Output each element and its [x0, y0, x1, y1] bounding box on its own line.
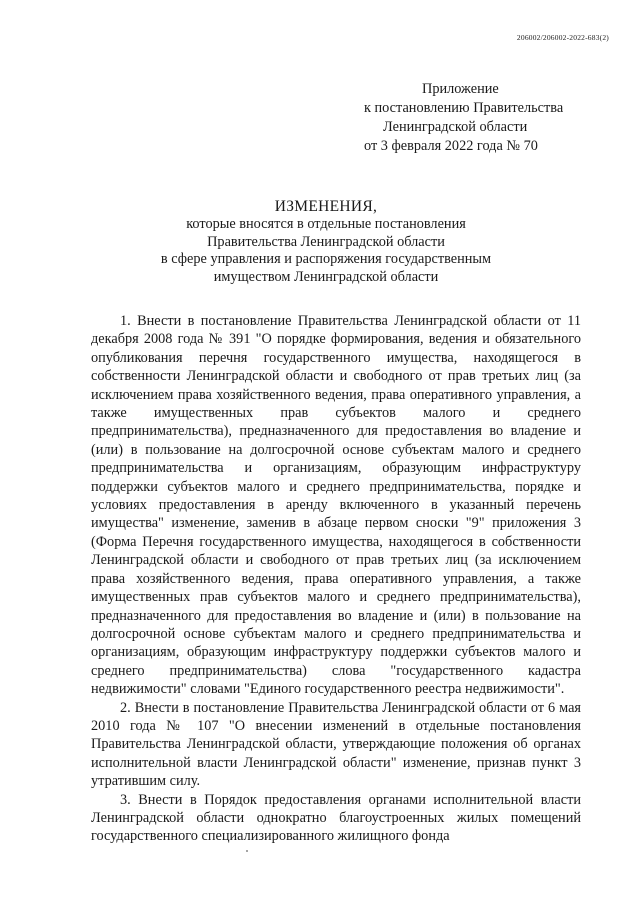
appendix-line: Ленинградской области — [383, 119, 528, 135]
subtitle-line: которые вносятся в отдельные постановления — [186, 216, 466, 232]
subtitle-line: Правительства Ленинградской области — [207, 233, 445, 250]
document-id: 206002/206002-2022-683(2) — [516, 33, 609, 42]
document-heading: ИЗМЕНЕНИЯ, — [274, 198, 378, 215]
subtitle-line: имуществом Ленинградской области — [213, 268, 439, 285]
document-body — [91, 312, 581, 846]
scan-speck — [246, 850, 248, 852]
appendix-block — [364, 80, 624, 156]
subtitle-line: в сфере управления и распоряжения государственным — [160, 251, 492, 268]
appendix-line: от 3 февраля 2022 года № 70 — [364, 138, 538, 154]
title-block — [110, 197, 542, 286]
paragraph-3: 3. Внести в Порядок предоставления органами исполнительной власти Ленинградской области однократно благоустроенных жилых помещений государственного специализированного жилищного фонда — [91, 791, 581, 845]
paragraph-2: 2. Внести в постановление Правительства Ленинградской области от 6 мая 2010 года № 107 "О внесении изменений в отдельные постановления Правительства Ленинградской области, утверждающие положения об органах исполнительной власти Ленинградской области" изменение, признав пункт 3 утратившим силу. — [91, 699, 581, 790]
appendix-line: Приложение — [422, 81, 499, 97]
paragraph-1: 1. Внести в постановление Правительства Ленинградской области от 11 декабря 2008 года № 391 "О порядке формирования, ведения и обязательного опубликования перечня государственного имущества, находящегося в собственности Ленинградской области и свободного от прав третьих лиц (за исключением права хозяйственного ведения, права оперативного управления, а также имущественных прав субъектов малого и среднего предпринимательства), предназначенного для предоставления во владение и (или) в пользование на долгосрочной основе субъектам малого и среднего предпринимательства и организациям, образующим инфраструктуру поддержки субъектов малого и среднего предпринимательства, порядке и условиях предоставления в аренду включенного в указанный перечень имущества" изменение, заменив в абзаце первом сноски "9" приложения 3 (Форма Перечня государственного имущества, находящегося в собственности Ленинградской области и свободного от прав третьих лиц (за исключением права хозяйственного ведения, права оперативного управления, а также имущественных прав субъектов малого и среднего предпринимательства), предназначенного для предоставления во владение и (или) в пользование на долгосрочной основе субъектам малого и среднего предпринимательства и организациям, образующим инфраструктуру поддержки субъектов малого и среднего предпринимательства) слова "государственного кадастра недвижимости" словами "Единого государственного реестра недвижимости". — [91, 313, 581, 698]
appendix-line: к постановлению Правительства — [364, 100, 564, 116]
